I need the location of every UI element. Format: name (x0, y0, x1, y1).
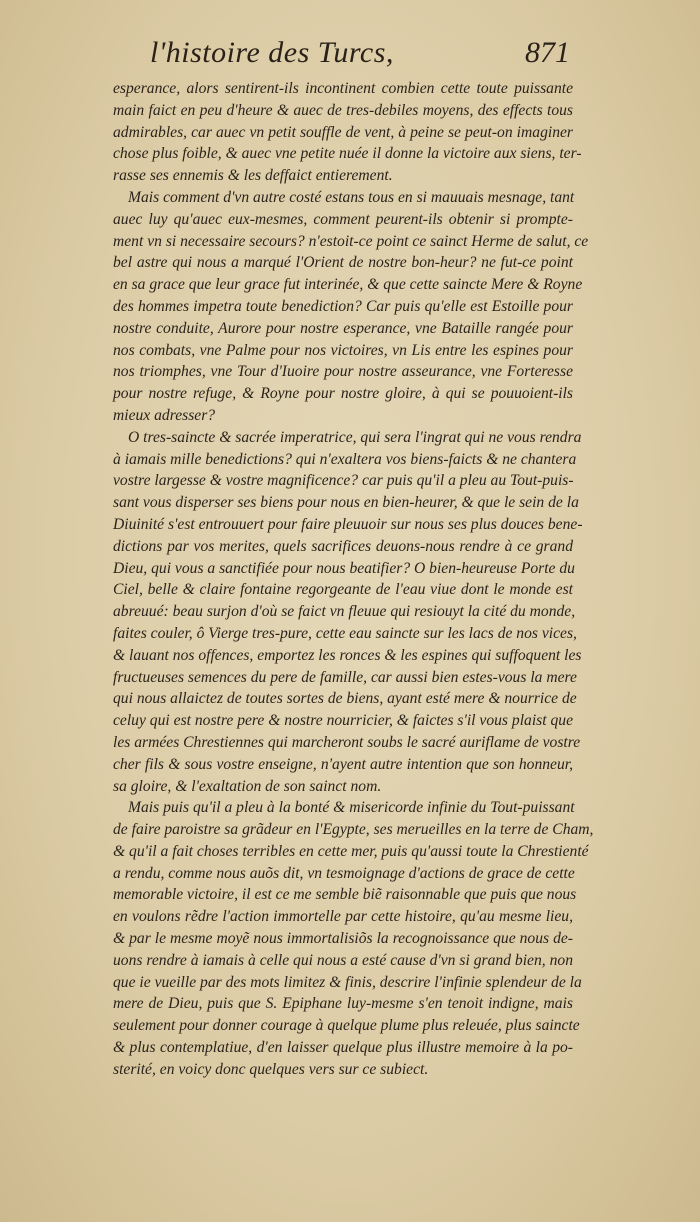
page-number: 871 (525, 36, 570, 69)
text-line: mere de Dieu, puis que S. Epiphane luy-mesme s'en tenoit indigne, mais (113, 995, 573, 1013)
text-line: bel astre qui nous a marqué l'Orient de nostre bon-heur? ne fut-ce point (113, 254, 573, 272)
text-line: fructueuses semences du pere de famille, car aussi bien estes-vous la mere (113, 668, 577, 686)
text-line: memorable victoire, il est ce me semble biẽ raisonnable que puis que nous (113, 886, 577, 904)
text-line: sant vous disperser ses biens pour nous en bien-heurer, & que le sein de la (113, 494, 579, 512)
paragraph (113, 187, 589, 427)
text-line: Dieu, qui vous a sanctifiée pour nous beatifier? O bien-heureuse Porte du (113, 559, 575, 577)
text-line: cher fils & sous vostre enseigne, n'ayent autre intention que son honneur, (113, 755, 573, 773)
text-line: & plus contemplatiue, d'en laisser quelque plus illustre memoire à la po- (113, 1039, 573, 1057)
text-line: nos combats, vne Palme pour nos victoires, vn Lis entre les espines pour (113, 341, 573, 359)
text-line: sa gloire, & l'exaltation de son sainct nom. (113, 777, 382, 795)
text-line: Mais puis qu'il a pleu à la bonté & misericorde infinie du Tout-puissant (128, 799, 575, 817)
text-line: & par le mesme moyẽ nous immortalisiõs la recognoissance que nous de- (113, 930, 573, 948)
text-line: ment vn si necessaire secours? n'estoit-ce point ce sainct Herme de salut, ce (113, 232, 589, 250)
text-line: auec luy qu'auec eux-mesmes, comment peurent-ils obtenir si prompte- (113, 210, 573, 228)
text-line: les armées Chrestiennes qui marcheront soubs le sacré auriflame de vostre (113, 733, 581, 751)
text-line: sterité, en voicy donc quelques vers sur ce subiect. (113, 1060, 429, 1078)
body-text (113, 78, 594, 1081)
text-line: Mais comment d'vn autre costé estans tous en si mauuais mesnage, tant (128, 188, 575, 206)
text-line: des hommes impetra toute benediction? Car puis qu'elle est Estoille pour (113, 297, 573, 315)
text-line: de faire paroistre sa grãdeur en l'Egypte, ses merueilles en la terre de Cham, (113, 821, 594, 839)
text-line: uons rendre à iamais à celle qui nous a esté cause d'vn si grand bien, non (113, 951, 573, 969)
text-line: Diuinité s'est entrouuert pour faire pleuuoir sur nous ses plus douces bene- (113, 515, 583, 533)
text-line: rasse ses ennemis & les deffaict entierement. (113, 167, 393, 185)
text-line: nostre conduite, Aurore pour nostre esperance, vne Bataille rangée pour (113, 319, 573, 337)
text-line: abreuué: beau surjon d'où se faict vn fleuue qui resiouyt la cité du monde, (113, 603, 576, 621)
running-title: l'histoire des Turcs, (150, 36, 394, 69)
text-line: mieux adresser? (113, 406, 216, 424)
text-line: en sa grace que leur grace fut interinée, & que cette saincte Mere & Royne (113, 276, 583, 294)
text-line: dictions par vos merites, quels sacrifices deuons-nous rendre à ce grand (113, 537, 573, 555)
text-line: admirables, car auec vn petit souffle de vent, à peine se peut-on imaginer (113, 123, 573, 141)
text-line: chose plus foible, & auec vne petite nuée il donne la victoire aux siens, ter- (113, 145, 582, 163)
text-line: O tres-saincte & sacrée imperatrice, qui sera l'ingrat qui ne vous rendra (128, 428, 582, 446)
paragraph (113, 427, 583, 798)
text-line: nos triomphes, vne Tour d'Iuoire pour nostre asseurance, vne Forteresse (113, 363, 573, 381)
paragraph (113, 797, 594, 1080)
text-line: Ciel, belle & claire fontaine regorgeante de l'eau viue dont le monde est (113, 581, 573, 599)
page-header (150, 36, 570, 76)
text-line: à iamais mille benedictions? qui n'exaltera vos biens-faicts & ne chantera (113, 450, 577, 468)
text-line: qui nous allaictez de toutes sortes de biens, ayant esté mere & nourrice de (113, 690, 577, 708)
text-line: main faict en peu d'heure & auec de tres-debiles moyens, des effects tous (113, 101, 573, 119)
text-line: & qu'il a fait choses terribles en cette mer, puis qu'aussi toute la Chrestienté (113, 842, 589, 860)
text-line: celuy qui est nostre pere & nostre nourricier, & faictes s'il vous plaist que (113, 712, 573, 730)
text-line: que ie vueille par des mots limitez & finis, descrire l'infinie splendeur de la (113, 973, 582, 991)
paragraph (113, 78, 582, 187)
text-line: faites couler, ô Vierge tres-pure, cette eau saincte sur les lacs de nos vices, (113, 624, 577, 642)
text-line: & lauant nos offences, emportez les ronces & les espines qui suffoquent les (113, 646, 582, 664)
text-line: pour nostre refuge, & Royne pour nostre gloire, à qui se pouuoient-ils (113, 385, 573, 403)
text-line: en voulons rẽdre l'action immortelle par cette histoire, qu'au mesme lieu, (113, 908, 573, 926)
text-line: esperance, alors sentirent-ils incontinent combien cette toute puissante (113, 80, 573, 97)
text-line: a rendu, comme nous auõs dit, vn tesmoignage d'actions de grace de cette (113, 864, 575, 882)
text-line: vostre largesse & vostre magnificence? car puis qu'il a pleu au Tout-puis- (113, 472, 574, 490)
text-line: seulement pour donner courage à quelque plume plus releuée, plus saincte (113, 1017, 580, 1035)
